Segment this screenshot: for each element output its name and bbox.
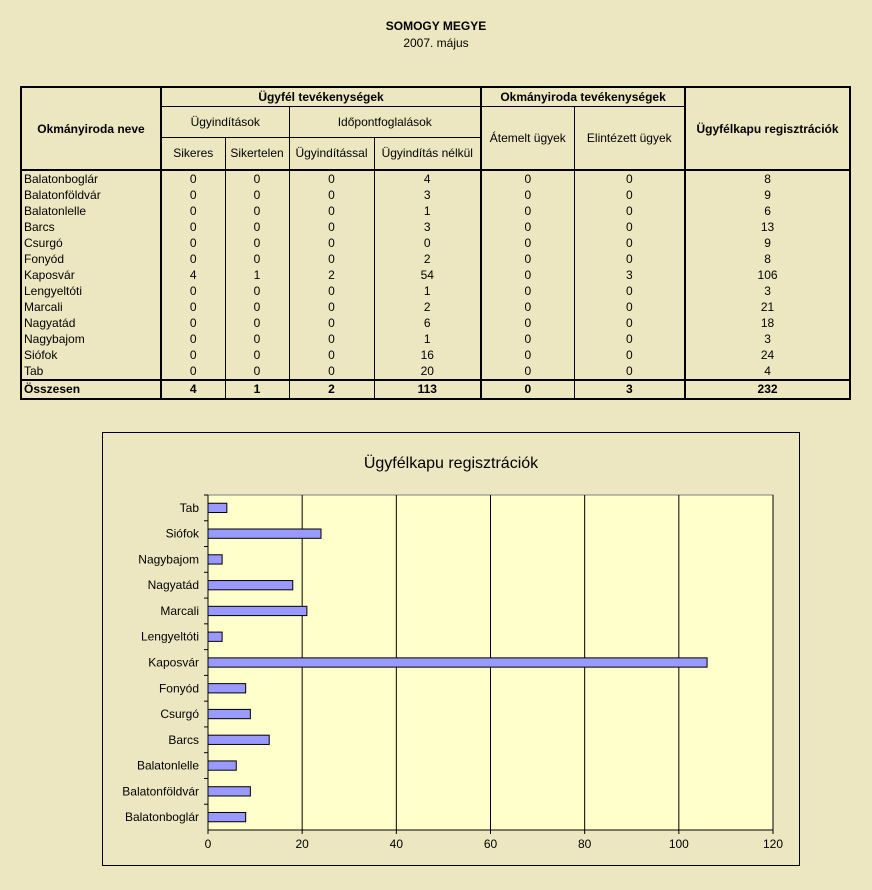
statistics-table [20, 86, 851, 400]
x-tick-label: 20 [295, 837, 309, 851]
value-cell: 0 [189, 348, 197, 362]
table-row [21, 235, 850, 251]
value-cell: 0 [289, 187, 374, 203]
value-cell: 0 [225, 331, 289, 347]
value-cell: 0 [574, 235, 685, 251]
value-cell: 18 [685, 315, 850, 331]
value-cell: 8 [685, 251, 850, 267]
table-row [21, 203, 850, 219]
bar [208, 735, 269, 744]
value-cell: 0 [225, 363, 289, 380]
x-tick-label: 60 [483, 837, 498, 851]
value-cell: 20 [374, 363, 481, 380]
value-cell: 0 [481, 219, 574, 235]
value-cell: 9 [685, 187, 850, 203]
value-cell: 0 [225, 170, 289, 187]
value-cell: 3 [374, 219, 481, 235]
value-cell: 0 [289, 170, 374, 187]
value-cell: 1 [374, 283, 481, 299]
header-success: Sikeres [161, 137, 225, 170]
x-tick-label: 80 [577, 837, 592, 851]
bar [208, 812, 246, 821]
office-name-cell: Balatonföldvár [21, 187, 161, 203]
value-cell: 4 [161, 380, 225, 399]
y-tick-label: Nagybajom [138, 552, 199, 567]
value-cell: 0 [289, 347, 374, 363]
value-cell: 0 [481, 187, 574, 203]
value-cell: 4 [374, 170, 481, 187]
value-cell: 0 [289, 283, 374, 299]
value-cell: 16 [374, 347, 481, 363]
value-cell: 0 [574, 315, 685, 331]
value-cell: 21 [685, 299, 850, 315]
chart-title: Ügyfélkapu regisztrációk [363, 455, 539, 472]
value-cell: 0 [189, 364, 197, 378]
value-cell: 0 [574, 203, 685, 219]
header-fail: Sikertelen [225, 137, 289, 170]
value-cell: 3 [574, 380, 685, 399]
y-tick-label: Nagyatád [147, 578, 199, 593]
office-name-cell: Barcs [21, 219, 161, 235]
value-cell: 1 [374, 203, 481, 219]
header-office-name: Okmányiroda neve [21, 87, 161, 170]
table-row [21, 363, 850, 380]
value-cell: 0 [574, 219, 685, 235]
value-cell: 0 [481, 235, 574, 251]
value-cell: 0 [481, 315, 574, 331]
value-cell: 0 [289, 235, 374, 251]
value-cell: 0 [481, 347, 574, 363]
y-tick-label: Balatonföldvár [122, 784, 199, 799]
value-cell: 0 [225, 219, 289, 235]
office-name-cell: Fonyód [21, 251, 161, 267]
header-appointments: Időpontfoglalások [289, 106, 481, 137]
total-row [21, 380, 850, 399]
y-tick-label: Marcali [160, 603, 199, 618]
page-title: SOMOGY MEGYE [385, 19, 487, 33]
y-tick-label: Barcs [168, 732, 199, 747]
chart-container [102, 432, 800, 866]
header-client-activities: Ügyfél tevékenységek [161, 87, 481, 106]
y-tick-label: Lengyeltóti [140, 629, 199, 644]
table-row [21, 170, 850, 187]
value-cell: 232 [685, 380, 850, 399]
office-name-cell: Marcali [21, 299, 161, 315]
value-cell: 0 [225, 283, 289, 299]
value-cell: 0 [289, 203, 374, 219]
office-name-cell: Nagyatád [21, 315, 161, 331]
value-cell: 0 [289, 315, 374, 331]
header-with-case: Ügyindítással [289, 137, 374, 170]
value-cell: 0 [225, 203, 289, 219]
table-row [21, 315, 850, 331]
value-cell: 0 [225, 235, 289, 251]
bar-chart [103, 433, 801, 867]
y-tick-label: Tab [179, 500, 199, 515]
value-cell: 0 [189, 188, 197, 202]
office-name-cell: Kaposvár [21, 267, 161, 283]
bar [208, 761, 236, 770]
office-name-cell: Nagybajom [21, 331, 161, 347]
value-cell: 0 [225, 347, 289, 363]
value-cell: 6 [685, 203, 850, 219]
bar [208, 684, 246, 693]
value-cell: 0 [481, 267, 574, 283]
bar [208, 632, 222, 641]
value-cell: 0 [189, 236, 197, 250]
value-cell: 0 [189, 204, 197, 218]
value-cell: 0 [225, 315, 289, 331]
header-completed: Elintézett ügyek [574, 106, 685, 170]
value-cell: 0 [574, 170, 685, 187]
value-cell: 4 [685, 363, 850, 380]
value-cell: 1 [225, 380, 289, 399]
value-cell: 0 [574, 347, 685, 363]
value-cell: 0 [481, 299, 574, 315]
value-cell: 0 [374, 235, 481, 251]
value-cell: 0 [574, 299, 685, 315]
y-tick-label: Balatonlelle [136, 758, 199, 773]
y-tick-label: Fonyód [158, 681, 199, 696]
table-row [21, 219, 850, 235]
value-cell: 0 [189, 220, 197, 234]
value-cell: 0 [574, 251, 685, 267]
value-cell: 2 [289, 380, 374, 399]
bar [208, 709, 250, 718]
value-cell: 24 [685, 347, 850, 363]
value-cell: 0 [225, 299, 289, 315]
value-cell: 1 [374, 331, 481, 347]
value-cell: 0 [225, 187, 289, 203]
value-cell: 0 [189, 300, 197, 314]
x-tick-label: 120 [762, 837, 784, 851]
value-cell: 0 [289, 331, 374, 347]
value-cell: 0 [481, 380, 574, 399]
office-name-cell: Tab [21, 363, 161, 380]
value-cell: 0 [189, 252, 197, 266]
value-cell: 0 [189, 172, 197, 186]
header-office-activities: Okmányiroda tevékenységek [481, 87, 685, 106]
value-cell: 0 [574, 283, 685, 299]
office-name-cell: Balatonboglár [21, 170, 161, 187]
office-name-cell: Balatonlelle [21, 203, 161, 219]
bar [208, 529, 321, 538]
value-cell: 0 [481, 170, 574, 187]
page-subtitle: 2007. május [403, 36, 469, 50]
value-cell: 3 [685, 283, 850, 299]
value-cell: 0 [189, 284, 197, 298]
y-tick-label: Siófok [165, 526, 199, 541]
y-tick-label: Csurgó [160, 707, 199, 722]
value-cell: 0 [225, 251, 289, 267]
y-tick-label: Balatonboglár [124, 810, 199, 825]
header-case-starts: Ügyindítások [161, 106, 289, 137]
office-name-cell: Siófok [21, 347, 161, 363]
bar [208, 787, 250, 796]
value-cell: 0 [289, 219, 374, 235]
value-cell: 9 [685, 235, 850, 251]
value-cell: 0 [289, 251, 374, 267]
value-cell: 0 [189, 316, 197, 330]
value-cell: 54 [374, 267, 481, 283]
value-cell: 0 [481, 363, 574, 380]
office-name-cell: Lengyeltóti [21, 283, 161, 299]
office-name-cell: Csurgó [21, 235, 161, 251]
header-without-case: Ügyindítás nélkül [374, 137, 481, 170]
value-cell: 0 [189, 332, 197, 346]
value-cell: 4 [189, 268, 197, 282]
value-cell: 8 [685, 170, 850, 187]
value-cell: 0 [481, 251, 574, 267]
value-cell: 3 [374, 187, 481, 203]
x-tick-label: 100 [668, 837, 689, 851]
value-cell: 2 [374, 251, 481, 267]
value-cell: 3 [685, 331, 850, 347]
header-transferred: Átemelt ügyek [481, 106, 574, 170]
table-row [21, 187, 850, 203]
value-cell: 3 [574, 267, 685, 283]
value-cell: 0 [481, 331, 574, 347]
value-cell: 1 [225, 267, 289, 283]
table-row [21, 299, 850, 315]
bar [208, 503, 227, 512]
value-cell: 6 [374, 315, 481, 331]
value-cell: 0 [289, 299, 374, 315]
value-cell: 0 [481, 203, 574, 219]
y-tick-label: Kaposvár [148, 655, 199, 670]
value-cell: 2 [374, 299, 481, 315]
value-cell: 0 [289, 363, 374, 380]
value-cell: 106 [685, 267, 850, 283]
value-cell: 0 [574, 363, 685, 380]
value-cell: 2 [289, 267, 374, 283]
table-row [21, 347, 850, 363]
table-row [21, 283, 850, 299]
value-cell: 0 [481, 283, 574, 299]
bar [208, 581, 293, 590]
table-row [21, 267, 850, 283]
value-cell: 13 [685, 219, 850, 235]
bar [208, 555, 222, 564]
x-tick-label: 0 [204, 837, 212, 851]
value-cell: 0 [574, 331, 685, 347]
bar [208, 658, 707, 667]
header-registrations: Ügyfélkapu regisztrációk [685, 87, 850, 170]
table-row [21, 251, 850, 267]
value-cell: 113 [374, 380, 481, 399]
table-row [21, 331, 850, 347]
total-label: Összesen [21, 380, 161, 399]
x-tick-label: 40 [389, 837, 404, 851]
bar [208, 606, 307, 615]
value-cell: 0 [574, 187, 685, 203]
